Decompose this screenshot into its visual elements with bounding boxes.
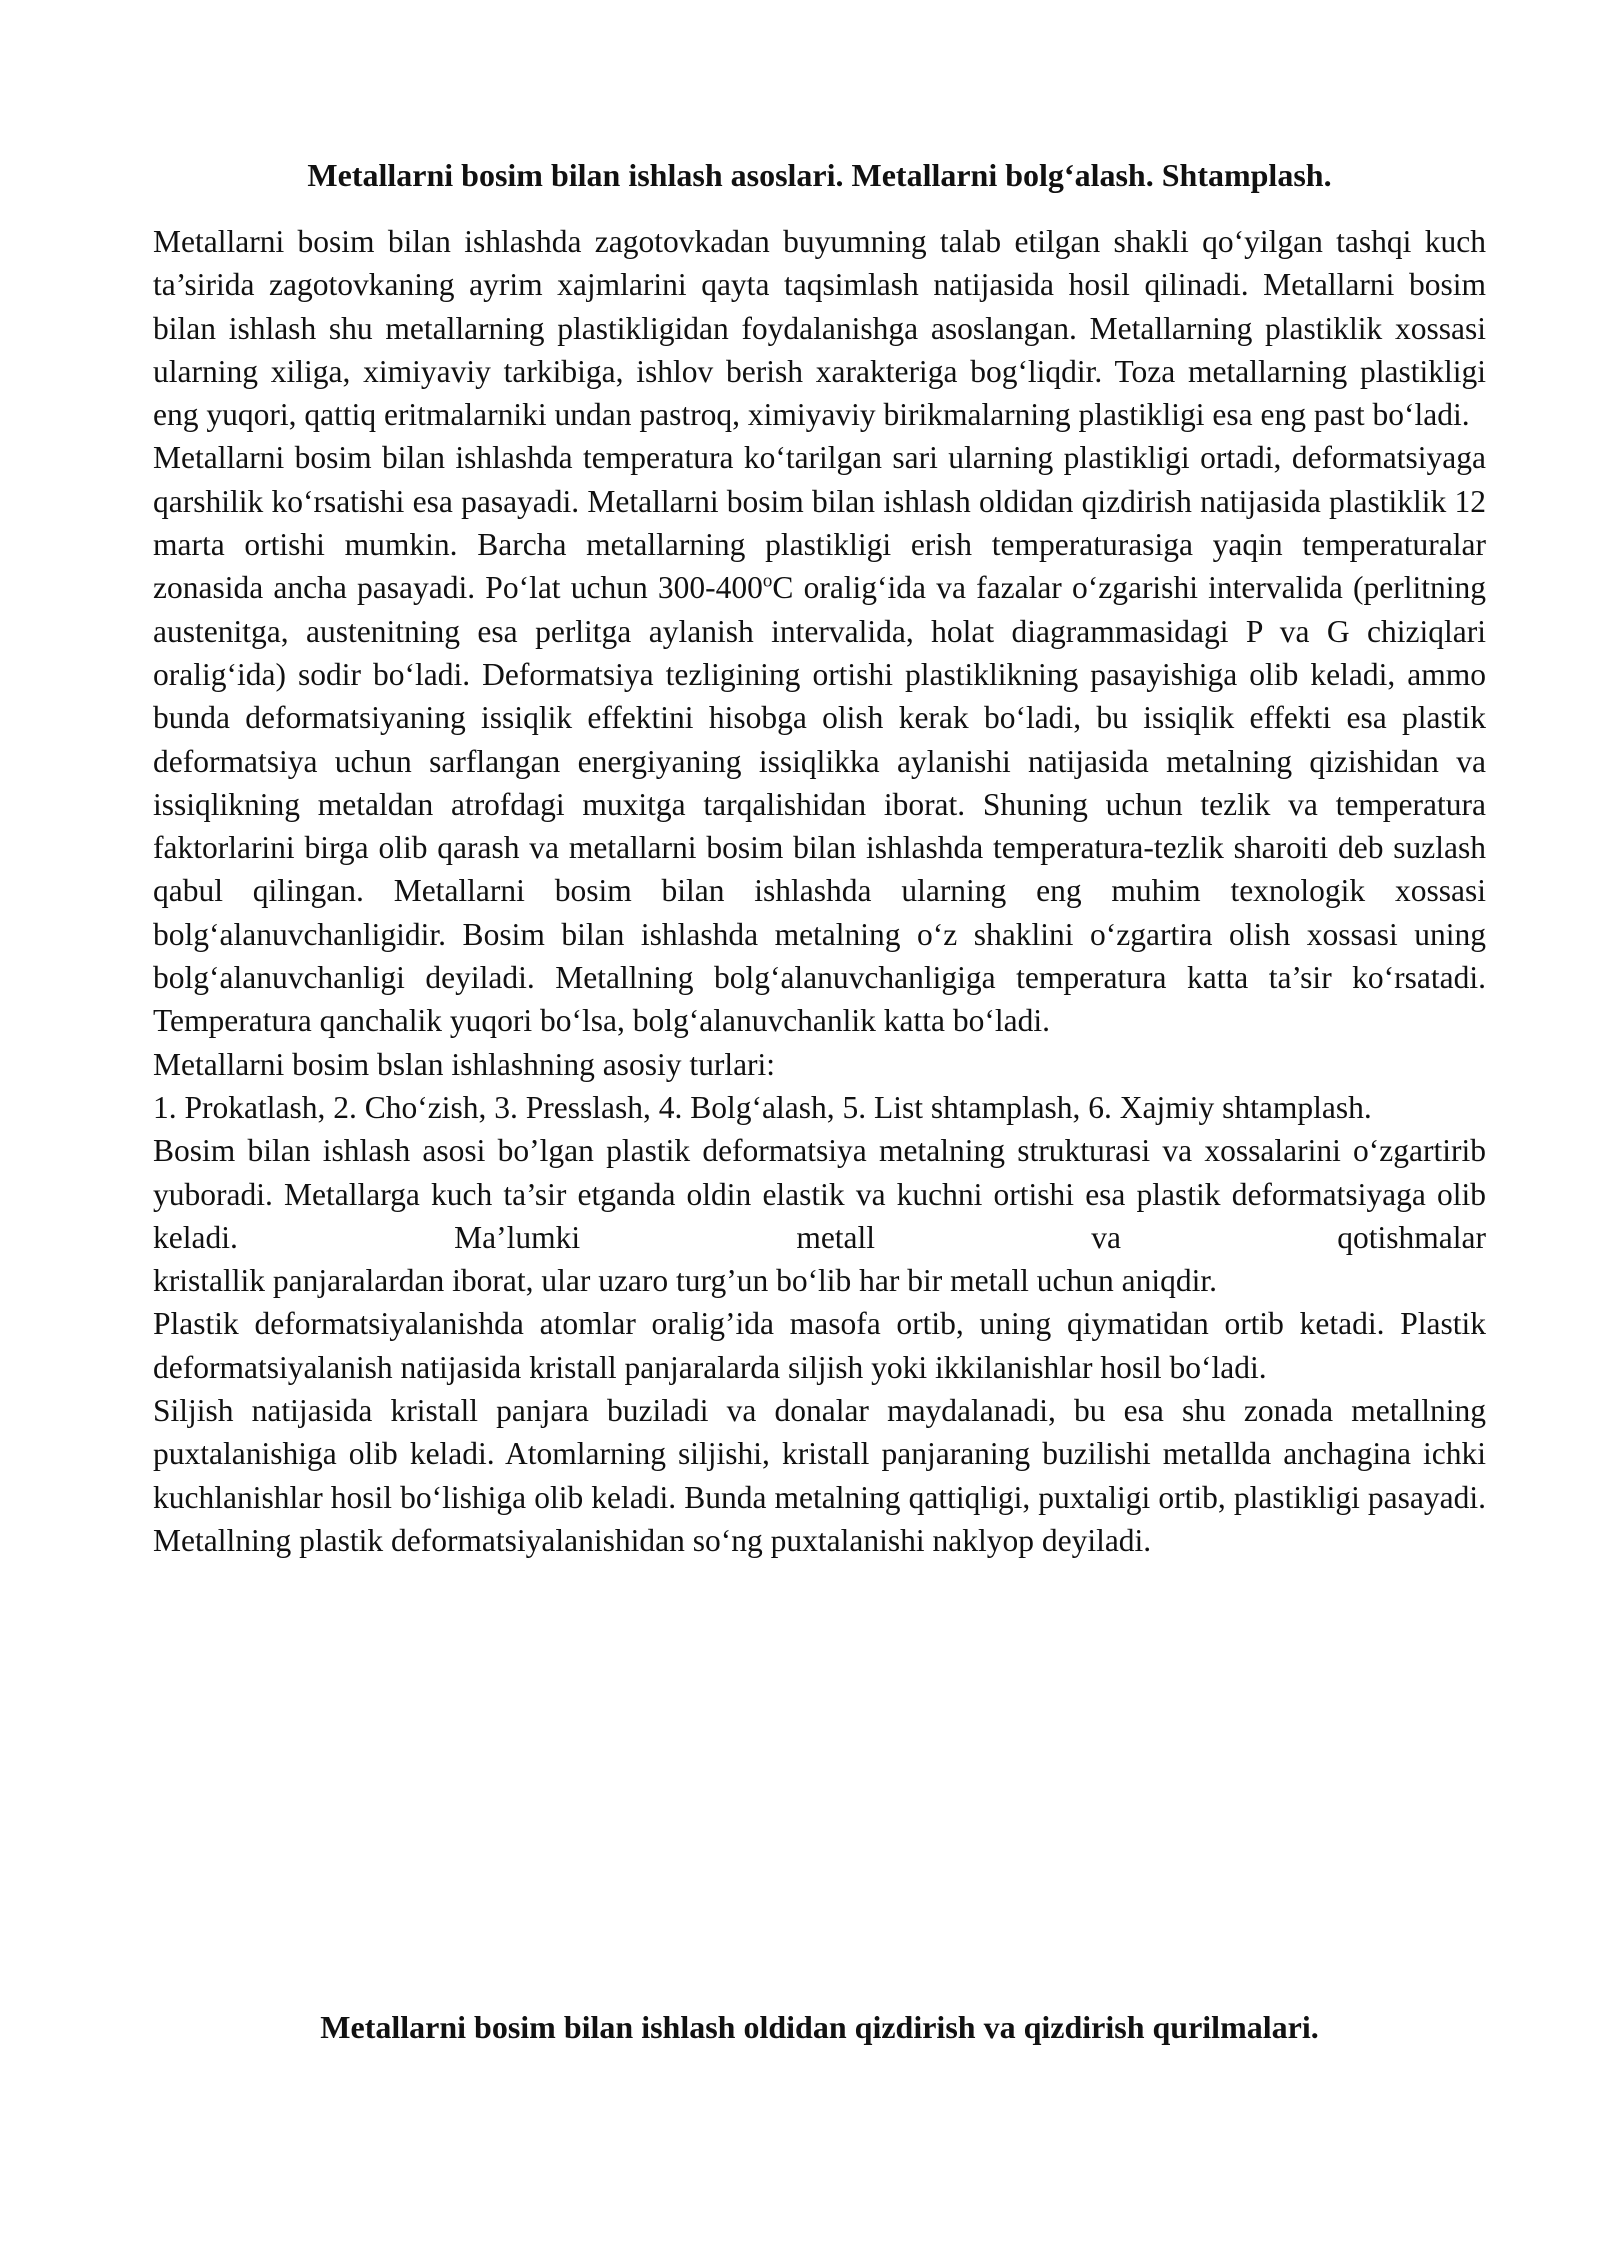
degree-superscript: o xyxy=(762,570,773,592)
paragraph-slip: Siljish natijasida kristall panjara buziladi va donalar maydalanadi, bu esa shu zonada metallning puxtalanishiga olib keladi. Atomlarning siljishi, kristall panjaraning buzilishi metallda anchagina ichki kuchlanishlar hosil bo‘lishiga olib keladi. Bunda metalning qattiqligi, puxtaligi ortib, plastikligi pasayadi. Metallning plastik deformatsiyalanishidan so‘ng puxtalanishi naklyop deyiladi. xyxy=(153,1393,1486,1558)
section-title: Metallarni bosim bilan ishlash oldidan qizdirish va qizdirish qurilmalari. xyxy=(320,2009,1319,2045)
paragraph-types-list: 1. Prokatlash, 2. Cho‘zish, 3. Presslash, 4. Bolg‘alash, 5. List shtamplash, 6. Xajmiy shtamplash. xyxy=(153,1089,1372,1125)
page-title: Metallarni bosim bilan ishlash asoslari. Metallarni bolg‘alash. Shtamplash. xyxy=(307,157,1332,193)
paragraph-deformation: Bosim bilan ishlash asosi bo’lgan plastik deformatsiya metalning strukturasi va xossalarini o‘zgartirib yuboradi. Metallarga kuch ta’sir etganda oldin elastik va kuchni ortishi esa plastik deformatsiyaga olib keladi. Ma’lumki metall va qotishmalar xyxy=(153,1133,1486,1255)
paragraph-temperature xyxy=(153,436,1486,1042)
paragraph-temperature-text-cont: C oralig‘ida va fazalar o‘zgarishi intervalida (perlitning austenitga, austenitning esa perlitga aylanish intervalida, holat diagrammasidagi P va G chiziqlari oralig‘ida) sodir bo‘ladi. Deformatsiya tezligining ortishi plastiklikning pasayishiga olib keladi, ammo bunda deformatsiyaning issiqlik effektini hisobga olish kerak bo‘ladi, bu issiqlik effekti esa plastik deformatsiya uchun sarflangan energiyaning issiqlikka aylanishi natijasida metalning qizishidan va issiqlikning metaldan atrofdagi muxitga tarqalishidan iborat. Shuning uchun tezlik va temperatura faktorlarini birga olib qarash va metallarni bosim bilan ishlashda temperatura-tezlik sharoiti deb suzlash qabul qilingan. Metallarni bosim bilan ishlashda ularning eng muhim texnologik xossasi bolg‘alanuvchanligidir. Bosim bilan ishlashda metalning o‘z shaklini o‘zgartira olish xossasi uning bolg‘alanuvchanligi deyiladi. Metallning bolg‘alanuvchanligiga temperatura katta ta’sir ko‘rsatadi. Temperatura qanchalik yuqori bo‘lsa, bolg‘alanuvchanlik katta bo‘ladi. xyxy=(153,570,1486,1039)
paragraph-temperature-text: Metallarni bosim bilan ishlashda temperatura ko‘tarilgan sari ularning plastikligi ortadi, deformatsiyaga qarshilik ko‘rsatishi esa pasayadi. Metallarni bosim bilan ishlash oldidan qizdirish natijasida plastiklik 12 marta ortishi mumkin. Barcha metallarning plastikligi erish temperaturasiga yaqin temperaturalar zonasida ancha pasayadi. Po‘lat uchun 300-400 xyxy=(153,440,1486,606)
paragraph-plastic: Plastik deformatsiyalanishda atomlar oralig’ida masofa ortib, uning qiymatidan ortib ketadi. Plastik deformatsiyalanish natijasida kristall panjaralarda siljish yoki ikkilanishlar hosil bo‘ladi. xyxy=(153,1306,1486,1385)
paragraph-intro: Metallarni bosim bilan ishlashda zagotovkadan buyumning talab etilgan shakli qo‘yilgan tashqi kuch ta’sirida zagotovkaning ayrim xajmlarini qayta taqsimlash natijasida hosil qilinadi. Metallarni bosim bilan ishlash shu metallarning plastikligidan foydalanishga asoslangan. Metallarning plastiklik xossasi ularning xiliga, ximiyaviy tarkibiga, ishlov berish xarakteriga bog‘liqdir. Toza metallarning plastikligi eng yuqori, qattiq eritmalarniki undan pastroq, ximiyaviy birikmalarning plastikligi esa eng past bo‘ladi. xyxy=(153,224,1486,433)
paragraph-crystal: kristallik panjaralardan iborat, ular uzaro turg’un bo‘lib har bir metall uchun aniqdir. xyxy=(153,1263,1217,1299)
document-body xyxy=(153,220,1486,1562)
paragraph-types-heading: Metallarni bosim bslan ishlashning asosiy turlari: xyxy=(153,1046,776,1082)
